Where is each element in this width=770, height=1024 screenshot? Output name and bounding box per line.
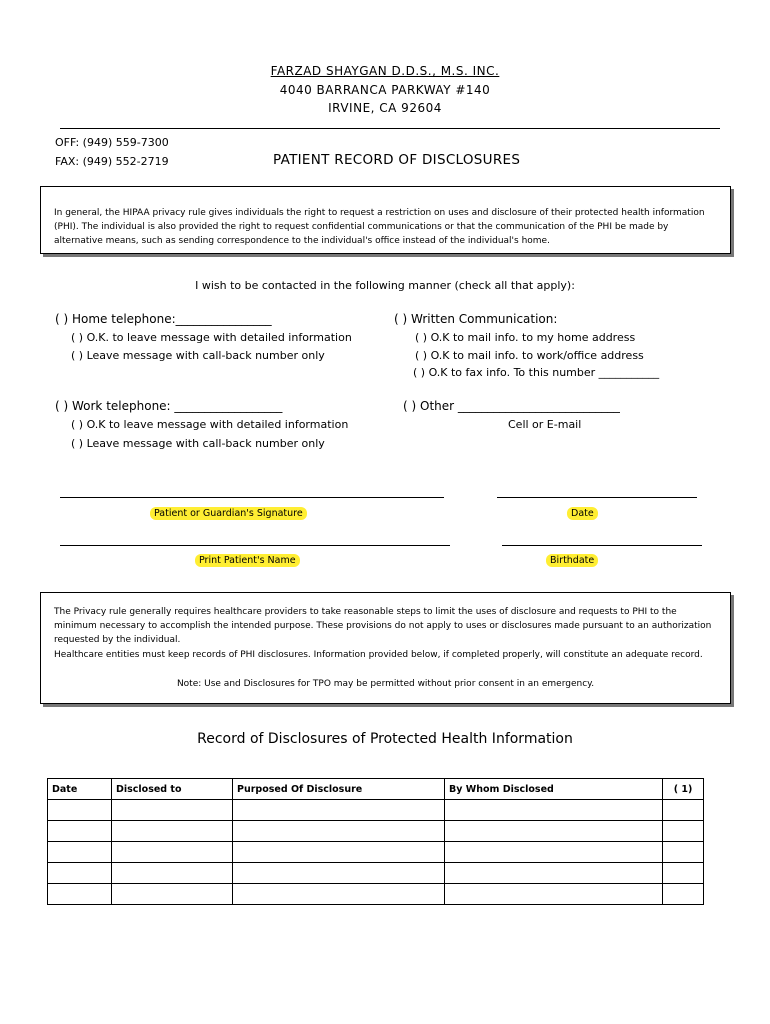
table-cell[interactable]	[48, 821, 112, 842]
table-cell[interactable]	[445, 842, 663, 863]
privacy-rule-text: The Privacy rule generally requires healthcare providers to take reasonable steps to limit the uses of disclosure and requests to PHI to the minimum necessary to accomplish the intended purpose. These provisions do not apply to uses or disclosures made pursuant to an authorization requested by the individual.	[54, 607, 712, 645]
disclosure-table	[47, 778, 704, 905]
birthdate-label: Birthdate	[546, 554, 598, 567]
table-cell[interactable]	[663, 800, 704, 821]
table-cell[interactable]	[663, 821, 704, 842]
col-purpose-header: Purposed Of Disclosure	[233, 779, 445, 800]
work-callback-option[interactable]: ( ) Leave message with call-back number only	[71, 437, 325, 450]
hipaa-intro-box	[40, 186, 731, 254]
table-cell[interactable]	[112, 884, 233, 905]
record-title: Record of Disclosures of Protected Health Information	[197, 731, 573, 747]
table-cell[interactable]	[445, 821, 663, 842]
table-header-row	[48, 779, 704, 800]
city-line: IRVINE, CA 92604	[328, 101, 442, 115]
cell-or-email-note: Cell or E-mail	[508, 418, 582, 431]
home-callback-option[interactable]: ( ) Leave message with call-back number only	[71, 349, 325, 362]
table-cell[interactable]	[112, 863, 233, 884]
table-cell[interactable]	[48, 863, 112, 884]
birthdate-line[interactable]	[502, 545, 702, 546]
fax-number: FAX: (949) 552-2719	[55, 155, 169, 168]
practice-name: FARZAD SHAYGAN D.D.S., M.S. INC.	[270, 64, 500, 78]
patient-signature-label-wrap	[150, 501, 307, 520]
record-keeping-text: Healthcare entities must keep records of PHI disclosures. Information provided below, if completed properly, will constitute an adequate record.	[54, 650, 703, 660]
table-cell[interactable]	[445, 863, 663, 884]
table-cell[interactable]	[233, 884, 445, 905]
col-count-header: ( 1)	[663, 779, 704, 800]
table-cell[interactable]	[112, 821, 233, 842]
address-line: 4040 BARRANCA PARKWAY #140	[279, 83, 491, 97]
written-communication-option[interactable]: ( ) Written Communication:	[394, 312, 558, 326]
table-cell[interactable]	[48, 800, 112, 821]
table-cell[interactable]	[663, 884, 704, 905]
other-contact-option[interactable]: ( ) Other ___________________________	[403, 399, 620, 413]
contact-prompt: I wish to be contacted in the following manner (check all that apply):	[195, 279, 575, 292]
date-label: Date	[567, 507, 598, 520]
birthdate-label-wrap	[546, 548, 598, 567]
patient-signature-line[interactable]	[60, 497, 444, 498]
tpo-note: Note: Use and Disclosures for TPO may be permitted without prior consent in an emergency.	[176, 679, 595, 689]
work-telephone-option[interactable]: ( ) Work telephone: __________________	[55, 399, 283, 413]
table-row	[48, 884, 704, 905]
table-row	[48, 800, 704, 821]
mail-work-option[interactable]: ( ) O.K to mail info. to work/office address	[415, 349, 644, 362]
table-cell[interactable]	[663, 863, 704, 884]
home-detailed-option[interactable]: ( ) O.K. to leave message with detailed information	[71, 331, 352, 344]
home-telephone-option[interactable]: ( ) Home telephone:________________	[55, 312, 272, 326]
table-row	[48, 863, 704, 884]
col-by-whom-header: By Whom Disclosed	[445, 779, 663, 800]
print-name-label: Print Patient's Name	[195, 554, 300, 567]
date-label-wrap	[567, 501, 598, 520]
table-cell[interactable]	[48, 884, 112, 905]
table-cell[interactable]	[112, 800, 233, 821]
hipaa-intro-text: In general, the HIPAA privacy rule gives individuals the right to request a restriction on uses and disclosure of their protected health information (PHI). The individual is also provided the right to request confidential communications or that the communication of the PHI be made by alternative means, such as sending correspondence to the individual's office instead of the individual's home.	[54, 208, 705, 246]
table-row	[48, 842, 704, 863]
col-date-header: Date	[48, 779, 112, 800]
table-cell[interactable]	[48, 842, 112, 863]
table-cell[interactable]	[445, 884, 663, 905]
table-cell[interactable]	[233, 863, 445, 884]
table-cell[interactable]	[445, 800, 663, 821]
col-disclosed-to-header: Disclosed to	[112, 779, 233, 800]
print-name-line[interactable]	[60, 545, 450, 546]
fax-info-option[interactable]: ( ) O.K to fax info. To this number ___________	[413, 366, 660, 379]
header-rule	[60, 128, 720, 129]
table-cell[interactable]	[663, 842, 704, 863]
office-phone: OFF: (949) 559-7300	[55, 136, 169, 149]
table-row	[48, 821, 704, 842]
privacy-rule-box	[40, 592, 731, 704]
patient-signature-label: Patient or Guardian's Signature	[150, 507, 307, 520]
work-detailed-option[interactable]: ( ) O.K to leave message with detailed information	[71, 418, 349, 431]
print-name-label-wrap	[195, 548, 300, 567]
mail-home-option[interactable]: ( ) O.K to mail info. to my home address	[415, 331, 636, 344]
form-title: PATIENT RECORD OF DISCLOSURES	[273, 152, 521, 168]
table-cell[interactable]	[233, 821, 445, 842]
table-cell[interactable]	[112, 842, 233, 863]
date-line[interactable]	[497, 497, 697, 498]
table-cell[interactable]	[233, 842, 445, 863]
table-cell[interactable]	[233, 800, 445, 821]
